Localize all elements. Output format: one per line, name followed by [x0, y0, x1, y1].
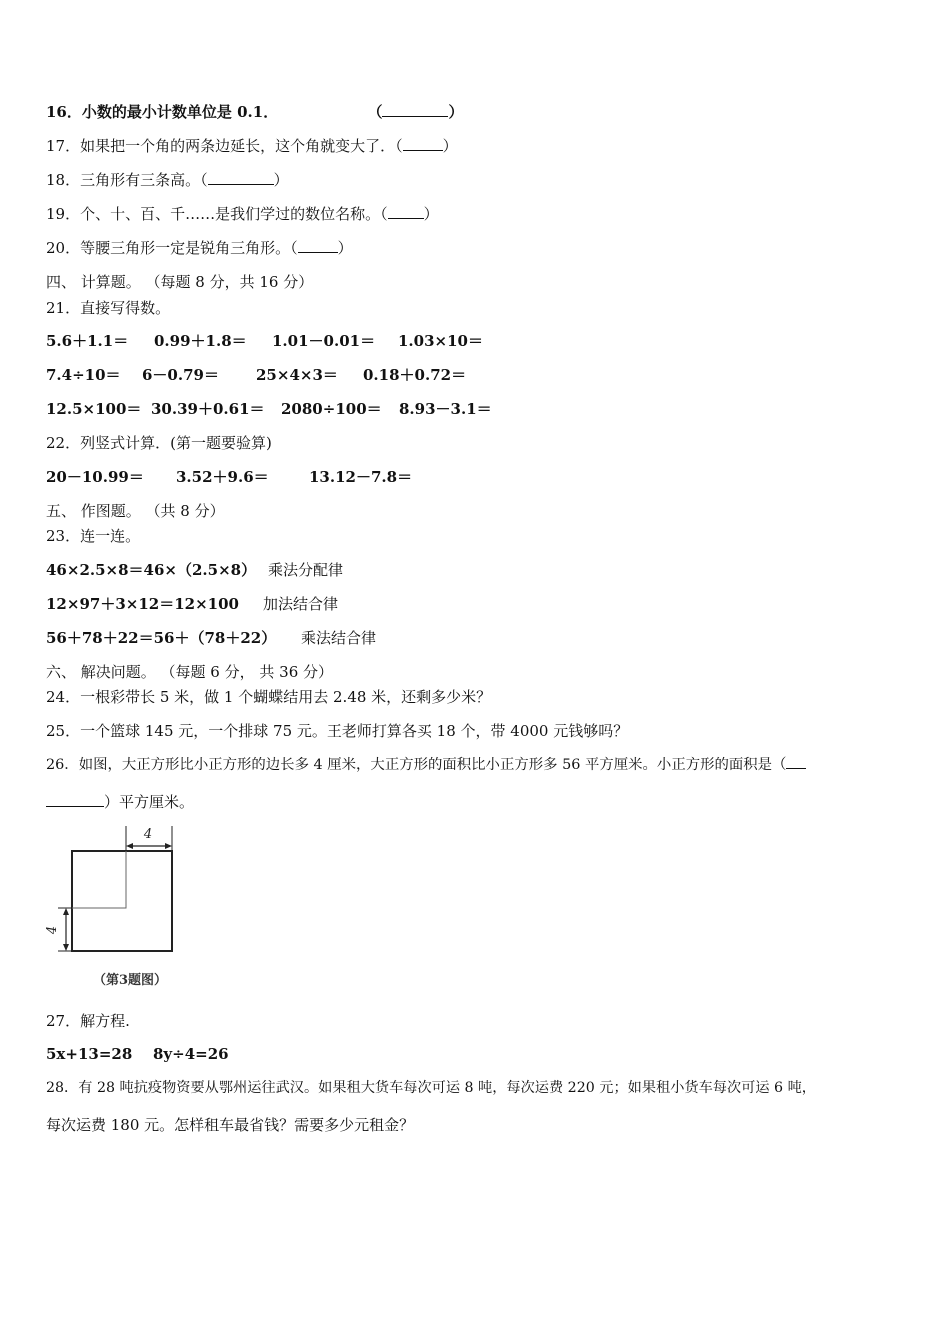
calc-item: 20－10.99＝: [46, 468, 144, 486]
question-18: 18．三角形有三条高。（ ）: [46, 171, 289, 189]
square-figure: [40, 820, 190, 995]
question-17-text: 17．如果把一个角的两条边延长，这个角就变大了．（: [46, 137, 403, 155]
figure-label-top: 4: [143, 827, 153, 842]
match-right-item[interactable]: 加法结合律: [263, 595, 339, 613]
arrowhead: [63, 944, 69, 951]
calc-item: 7.4÷10＝: [46, 366, 121, 384]
question-25-text: 25．一个篮球 145 元，一个排球 75 元。王老师打算各买 18 个，带 4000 元钱够吗？: [46, 722, 629, 740]
arrowhead: [63, 908, 69, 915]
question-26-line-2: ）平方厘米。: [46, 792, 194, 812]
question-28-line-2: 每次运费 180 元。怎样租车最省钱？需要多少元租金？: [46, 1116, 415, 1134]
question-20-text: 20．等腰三角形一定是锐角三角形。（: [46, 239, 298, 257]
answer-blank-18[interactable]: [208, 184, 274, 185]
calc-item: 3.52＋9.6＝: [176, 468, 269, 486]
question-26-text: 26．如图，大正方形比小正方形的边长多 4 厘米，大正方形的面积比小正方形多 56 平方厘米。小正方形的面积是（: [46, 757, 787, 773]
arrowhead: [126, 843, 133, 849]
question-26-line-1: [46, 755, 806, 775]
match-right-item[interactable]: 乘法分配律: [268, 561, 344, 579]
calc-item: 13.12－7.8＝: [309, 468, 413, 486]
figure-label-left: 4: [45, 925, 60, 935]
question-21-text: 21．直接写得数。: [46, 299, 171, 317]
figure-caption: （第3题图）: [92, 973, 168, 988]
match-left-item[interactable]: 56＋78＋22＝56＋（78＋22）: [46, 629, 277, 647]
calc-item: 12.5×100＝: [46, 400, 142, 418]
question-24-text: 24．一根彩带长 5 米，做 1 个蝴蝶结用去 2.48 米，还剩多少米？: [46, 688, 492, 706]
answer-blank-26b[interactable]: [46, 806, 104, 807]
question-19: 19．个、十、百、千……是我们学过的数位名称。（ ）: [46, 205, 439, 223]
calc-item: 0.99＋1.8＝: [154, 332, 247, 350]
answer-blank-16[interactable]: [382, 116, 448, 117]
section-5-heading: 五、 作图题。 （共 8 分）: [46, 502, 225, 520]
match-left-item[interactable]: 12×97＋3×12＝12×100: [46, 595, 239, 613]
question-20: 20．等腰三角形一定是锐角三角形。（ ）: [46, 239, 353, 257]
answer-blank-20[interactable]: [298, 252, 338, 253]
question-19-text: 19．个、十、百、千……是我们学过的数位名称。（: [46, 205, 388, 223]
calc-item: 25×4×3＝: [256, 366, 338, 384]
match-right-item[interactable]: 乘法结合律: [301, 629, 377, 647]
answer-blank-19[interactable]: [388, 218, 424, 219]
question-16: 16．小数的最小计数单位是 0.1． （ ）: [46, 103, 464, 121]
question-23-text: 23．连一连。: [46, 527, 141, 545]
section-6-heading: 六、 解决问题。 （每题 6 分， 共 36 分）: [46, 663, 334, 681]
small-square-outline: [72, 851, 126, 908]
answer-blank-17[interactable]: [403, 150, 443, 151]
calc-item: 30.39＋0.61＝: [151, 400, 265, 418]
calc-item: 5.6＋1.1＝: [46, 332, 129, 350]
equation-item: 5x+13=28: [46, 1045, 133, 1063]
calc-item: 1.03×10＝: [398, 332, 483, 350]
large-square: [72, 851, 172, 951]
calc-item: 8.93－3.1＝: [399, 400, 492, 418]
calc-item: 6－0.79＝: [142, 366, 219, 384]
question-18-text: 18．三角形有三条高。（: [46, 171, 208, 189]
answer-blank-26a[interactable]: [786, 768, 806, 769]
calc-item: 1.01－0.01＝: [272, 332, 376, 350]
question-22-text: 22．列竖式计算．(第一题要验算): [46, 434, 272, 452]
equation-item: 8y÷4=26: [153, 1045, 229, 1063]
question-28-line-1: 28．有 28 吨抗疫物资要从鄂州运往武汉。如果租大货车每次可运 8 吨，每次运费 220 元；如果租小货车每次可运 6 吨，: [46, 1080, 816, 1096]
match-left-item[interactable]: 46×2.5×8＝46×（2.5×8）: [46, 561, 257, 579]
calc-item: 2080÷100＝: [281, 400, 382, 418]
question-16-text: 16．小数的最小计数单位是 0.1．: [46, 103, 279, 121]
question-27-text: 27．解方程.: [46, 1012, 130, 1030]
arrowhead: [165, 843, 172, 849]
question-17: 17．如果把一个角的两条边延长，这个角就变大了．（ ）: [46, 137, 458, 155]
calc-item: 0.18＋0.72＝: [363, 366, 467, 384]
section-4-heading: 四、 计算题。 （每题 8 分，共 16 分）: [46, 273, 314, 291]
